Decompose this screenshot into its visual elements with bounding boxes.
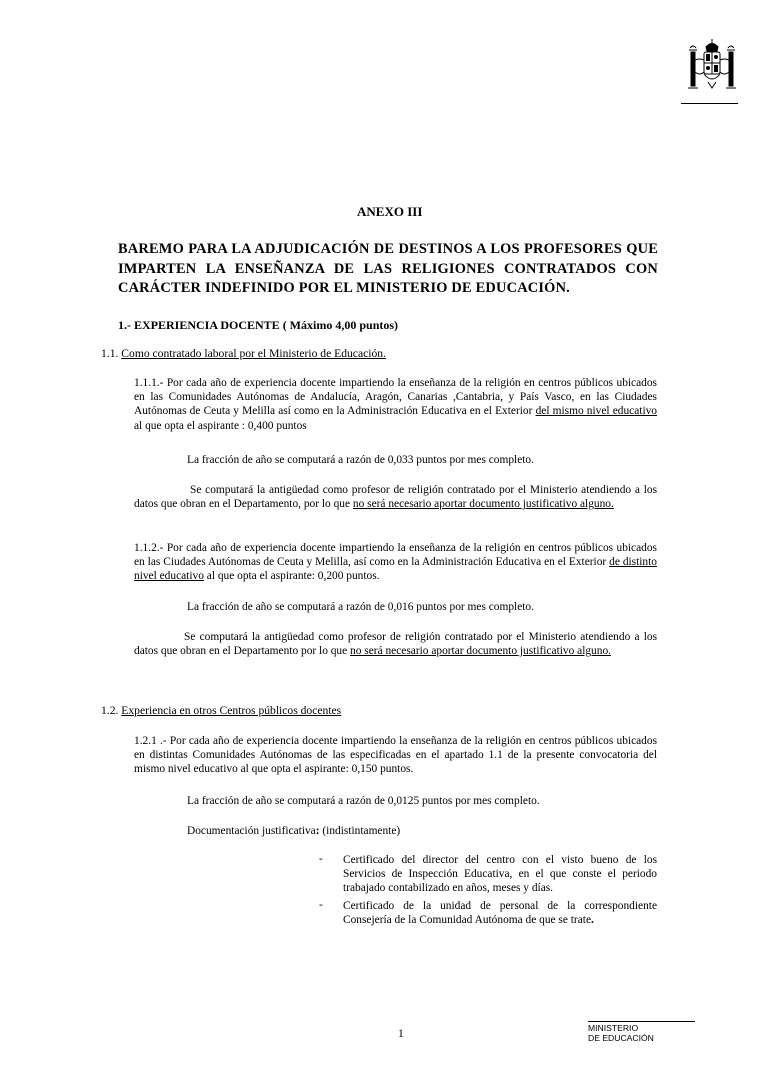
- paragraph-1-2-1: 1.2.1 .- Por cada año de experiencia docente impartiendo la enseñanza de la religión en centros públicos ubicados en distintas Comunidades Autónomas de las especificadas en el apartado 1.1 de la presente convocatoria del mismo nivel educativo al que opta el aspirante: 0,150 puntos.: [134, 735, 657, 776]
- footer-rule: [588, 1021, 695, 1022]
- list-bullet: -: [319, 899, 323, 911]
- document-heading: BAREMO PARA LA ADJUDICACIÓN DE DESTINOS A LOS PROFESORES QUE IMPARTEN LA ENSEÑANZA DE LAS RELIGIONES CONTRATADOS CON CARÁCTER INDEFINIDO POR EL MINISTERIO DE EDUCACIÓN.: [118, 241, 658, 296]
- fraction-note-1-1-1: La fracción de año se computará a razón de 0,033 puntos por mes completo.: [187, 454, 534, 466]
- subsection-number: 1.2.: [101, 704, 119, 717]
- list-item-certificate-personnel: Certificado de la unidad de personal de la correspondiente Consejería de la Comunidad Autónoma de que se trate.: [343, 900, 657, 927]
- coat-of-arms-icon: [684, 38, 740, 100]
- subsection-1-2-heading: [101, 704, 341, 717]
- underlined-text: no será necesario aportar documento justificativo alguno.: [352, 498, 614, 511]
- documentation-label: Documentación justificativa: (indistintamente): [187, 825, 401, 837]
- section-1-heading: 1.- EXPERIENCIA DOCENTE ( Máximo 4,00 puntos): [118, 318, 399, 332]
- list-item-certificate-director: Certificado del director del centro con el visto bueno de los Servicios de Inspección Educativa, en el que conste el periodo trabajado contabilizado en años, meses y días.: [343, 854, 657, 895]
- paragraph-1-1-2: 1.1.2.- Por cada año de experiencia docente impartiendo la enseñanza de la religión en centros públicos ubicados en las Ciudades Autónomas de Ceuta y Melilla, así como en la Administración Educativa en el Exterior de distinto nivel educativo al que opta el aspirante: 0,200 puntos.: [134, 542, 657, 583]
- page-number: 1: [398, 1028, 404, 1040]
- subsection-1-1-heading: [101, 347, 386, 360]
- header-rule: [681, 103, 738, 104]
- underlined-text: del mismo nivel educativo: [535, 405, 657, 418]
- ministry-footer: MINISTERIO DE EDUCACIÓN: [588, 1023, 654, 1043]
- fraction-note-1-2-1: La fracción de año se computará a razón de 0,0125 puntos por mes completo.: [187, 795, 540, 807]
- subsection-title: Experiencia en otros Centros públicos docentes: [121, 704, 342, 717]
- list-bullet: -: [319, 853, 323, 865]
- underlined-text: no será necesario aportar documento justificativo alguno.: [350, 645, 611, 658]
- seniority-note-1-1-1: Se computará la antigüedad como profesor de religión contratado por el Ministerio atendiendo a los datos que obran en el Departamento, por lo que no será necesario aportar documento justificativo alguno.: [134, 484, 657, 511]
- subsection-number: 1.1.: [101, 347, 119, 360]
- underlined-text: de distinto nivel educativo: [134, 556, 657, 583]
- paragraph-1-1-1: 1.1.1.- Por cada año de experiencia docente impartiendo la enseñanza de la religión en centros públicos ubicados en las Comunidades Autónomas de Andalucía, Aragón, Canarias ,Cantabria, y País Vasco, en las Ciudades Autónomas de Ceuta y Melilla así como en la Administración Educativa en el Exterior del mismo nivel educativo al que opta el aspirante : 0,400 puntos: [134, 377, 657, 432]
- seniority-note-1-1-2: Se computará la antigüedad como profesor de religión contratado por el Ministerio atendiendo a los datos que obran en el Departamento por lo que no será necesario aportar documento justificativo alguno.: [134, 631, 657, 658]
- subsection-title: Como contratado laboral por el Ministerio de Educación.: [121, 347, 386, 360]
- fraction-note-1-1-2: La fracción de año se computará a razón de 0,016 puntos por mes completo.: [187, 601, 534, 613]
- page-title: ANEXO III: [357, 204, 423, 219]
